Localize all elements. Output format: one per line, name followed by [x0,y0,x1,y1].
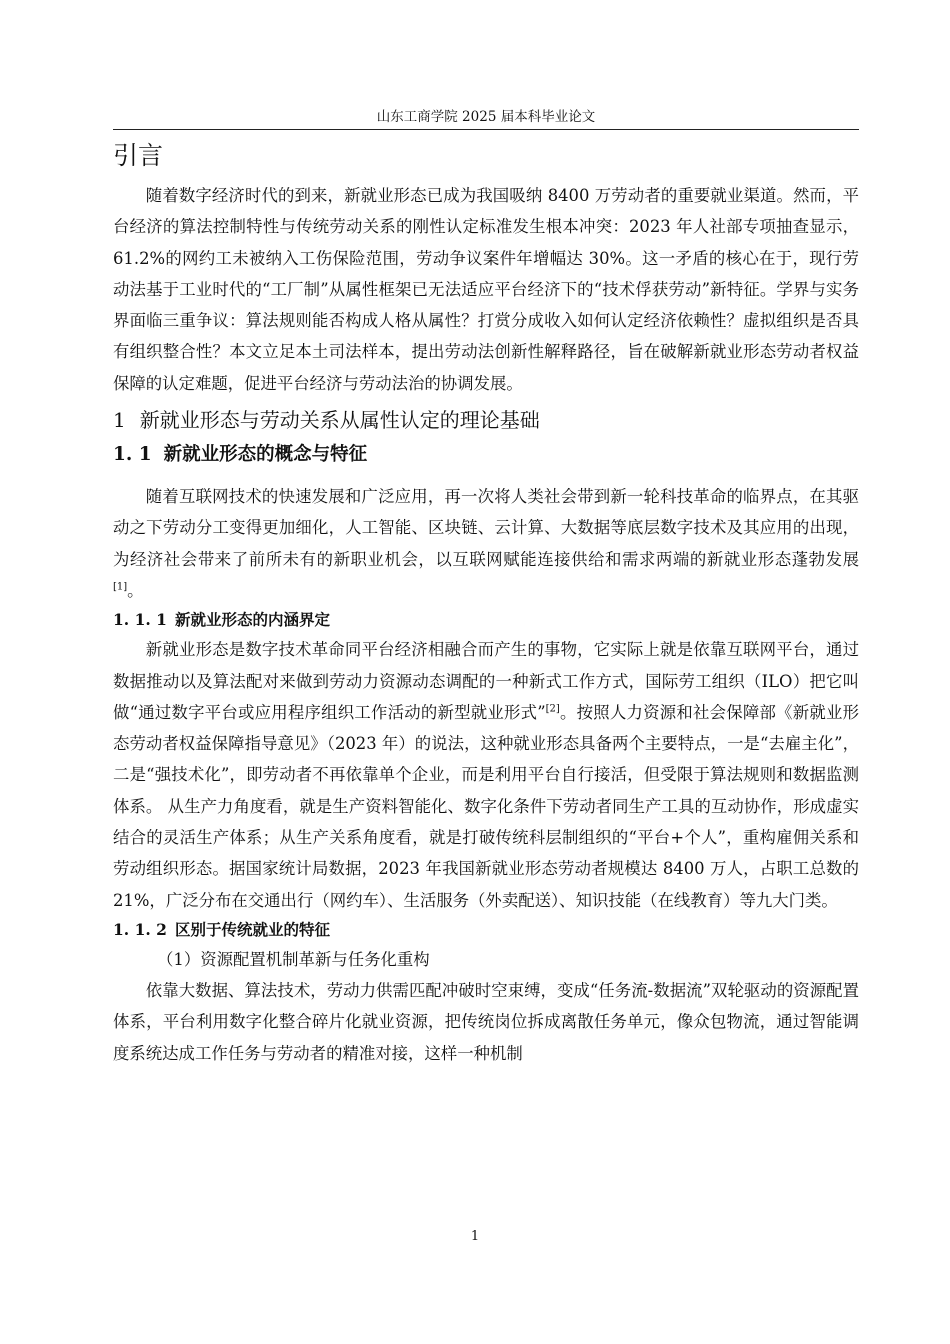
section-1-number: 1 [113,408,126,433]
section-1-1-2-number: 1. 1. 2 [113,919,167,939]
section-1-1-2-heading [113,918,859,942]
citation-2[interactable]: [2] [545,703,560,715]
page-body [113,138,859,1069]
subsection-1-paragraph: 依靠大数据、算法技术，劳动力供需匹配冲破时空束缚，变成“任务流-数据流”双轮驱动的资源配置体系，平台利用数字化整合碎片化就业资源，把传统岗位拆成离散任务单元，像众包物流，通过智能调度系统达成工作任务与劳动者的精准对接，这样一种机制 [113,980,859,1063]
header-rule [113,129,859,130]
citation-1[interactable]: [1] [113,581,128,593]
section-1-1-number: 1. 1 [113,444,152,466]
subsection-1-heading: （1）资源配置机制革新与任务化重构 [157,949,430,969]
intro-heading: 引言 [113,141,164,170]
section-1-1-text: 随着互联网技术的快速发展和广泛应用，再一次将人类社会带到新一轮科技革命的临界点，在其驱动之下劳动分工变得更加细化，人工智能、区块链、云计算、大数据等底层数字技术及其应用的出现，为经济社会带来了前所未有的新职业机会，以互联网赋能连接供给和需求两端的新就业形态蓬勃发展 [113,487,859,569]
intro-paragraph: 随着数字经济时代的到来，新就业形态已成为我国吸纳 8400 万劳动者的重要就业渠道。然而，平台经济的算法控制特性与传统劳动关系的刚性认定标准发生根本冲突：2023 年人社部专项抽查显示，61.2%的网约工未被纳入工伤保险范围，劳动争议案件年增幅达 30%。这一矛盾的核心在于，现行劳动法基于工业时代的“工厂制”从属性框架已无法适应平台经济下的“技术俘获劳动”新特征。学界与实务界面临三重争议：算法规则能否构成人格从属性？打赏分成收入如何认定经济依赖性？虚拟组织是否具有组织整合性？本文立足本土司法样本，提出劳动法创新性解释路径，旨在破解新就业形态劳动者权益保障的认定难题，促进平台经济与劳动法治的协调发展。 [113,186,859,393]
section-1-1-1-paragraph [113,634,859,916]
section-1-1-title: 新就业形态的概念与特征 [163,444,368,466]
section-1-1-1-heading [113,608,859,632]
section-1-title: 新就业形态与劳动关系从属性认定的理论基础 [139,408,540,433]
section-1-1-1-text-b: 。按照人力资源和社会保障部《新就业形态劳动者权益保障指导意见》（2023 年）的说法，这种就业形态具备两个主要特点，一是“去雇主化”，二是“强技术化”，即劳动者不再依靠单个企业，而是利用平台自行接活，但受限于算法规则和数据监测体系。 从生产力角度看，就是生产资料智能化、数字化条件下劳动者同生产工具的互动协作，形成虚实结合的灵活生产体系；从生产关系角度看，就是打破传统科层制组织的“平台+个人”，重构雇佣关系和劳动组织形态。据国家统计局数据，2023 年我国新就业形态劳动者规模达 8400 万人，占职工总数的 21%，广泛分布在交通出行（网约车）、生活服务（外卖配送）、知识技能（在线教育）等九大门类。 [113,702,859,910]
running-header: 山东工商学院 2025 届本科毕业论文 [376,109,596,125]
section-1-1-2-title: 区别于传统就业的特征 [174,920,330,939]
section-1-heading [113,405,859,435]
page-number: 1 [470,1229,480,1244]
section-1-1-1-title: 新就业形态的内涵界定 [174,611,330,630]
section-1-1-heading [113,441,859,469]
section-1-1-1-number: 1. 1. 1 [113,610,167,630]
section-1-1-1-text-a: 新就业形态是数字技术革命同平台经济相融合而产生的事物，它实际上就是依靠互联网平台，通过数据推动以及算法配对来做到劳动力资源动态调配的一种新式工作方式，国际劳工组织（ILO）把它叫做“通过数字平台或应用程序组织工作活动的新型就业形式” [113,640,859,722]
section-1-1-paragraph [113,481,859,606]
section-1-1-text-end: 。 [127,580,144,600]
